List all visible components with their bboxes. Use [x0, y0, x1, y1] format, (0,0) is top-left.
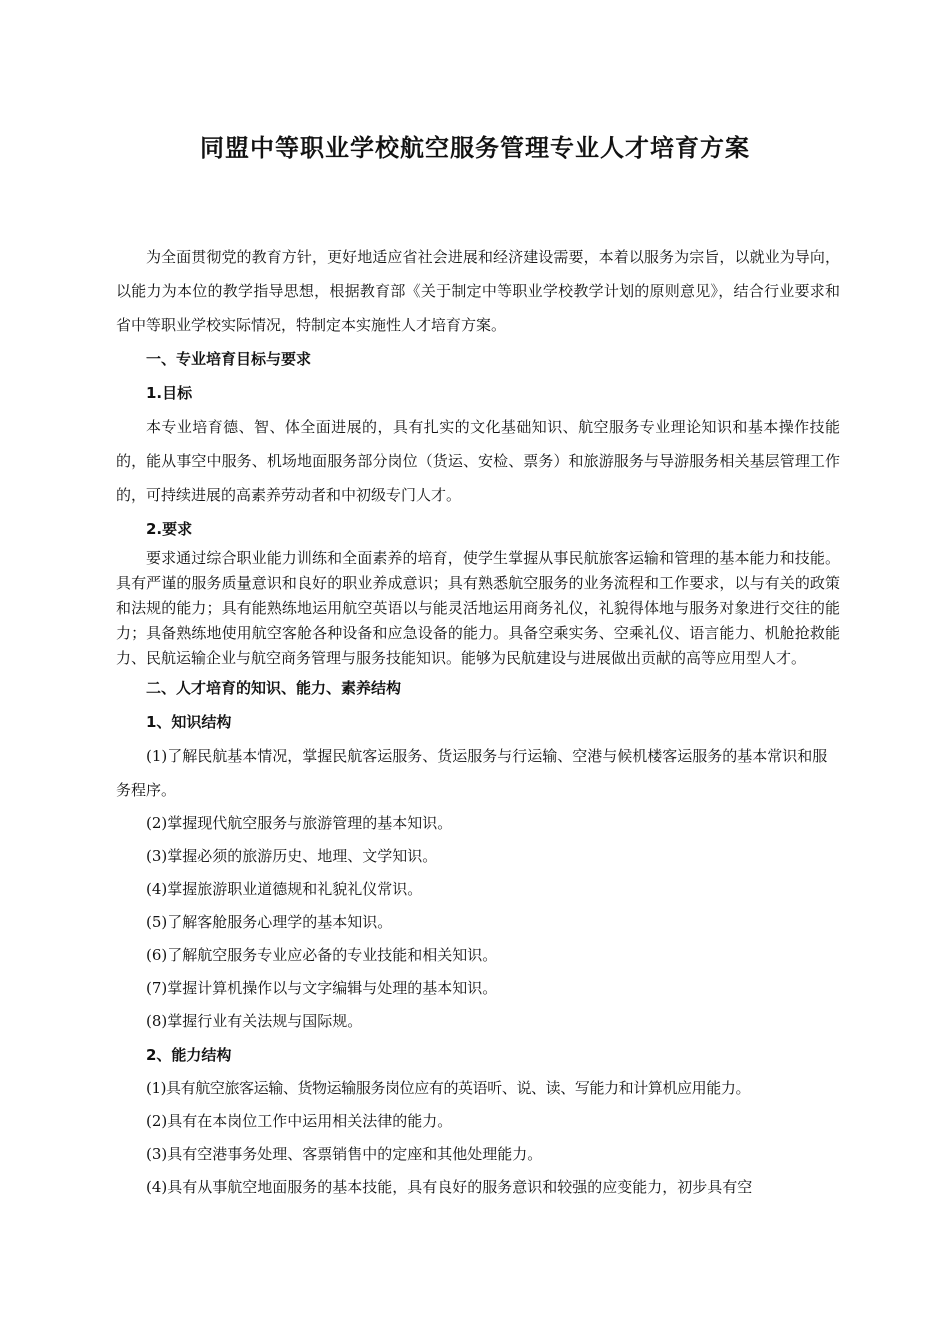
- section1-heading: 一、专业培育目标与要求: [146, 350, 312, 368]
- goal-paragraph: 本专业培育德、智、体全面进展的，具有扎实的文化基础知识、航空服务专业理论知识和基本操作技能的，能从事空中服务、机场地面服务部分岗位（货运、安检、票务）和旅游服务与导游服务相关基层管理工作的，可持续进展的高素养劳动者和中初级专门人才。: [116, 418, 840, 504]
- knowledge-item: (7)掌握计算机操作以与文字编辑与处理的基本知识。: [146, 979, 498, 997]
- knowledge-item: (1)了解民航基本情况，掌握民航客运服务、货运服务与行运输、空港与候机楼客运服务的基本常识和服务程序。: [116, 747, 828, 799]
- intro-paragraph: 为全面贯彻党的教育方针，更好地适应省社会进展和经济建设需要，本着以服务为宗旨，以就业为导向，以能力为本位的教学指导思想，根据教育部《关于制定中等职业学校教学计划的原则意见》，结合行业要求和省中等职业学校实际情况，特制定本实施性人才培育方案。: [116, 248, 840, 334]
- ability-item: (3)具有空港事务处理、客票销售中的定座和其他处理能力。: [146, 1145, 543, 1163]
- document-title: 同盟中等职业学校航空服务管理专业人才培育方案: [200, 134, 750, 162]
- ability-item: (4)具有从事航空地面服务的基本技能，具有良好的服务意识和较强的应变能力，初步具有空: [146, 1178, 753, 1196]
- knowledge-heading: 1、知识结构: [146, 713, 232, 731]
- ability-item: (2)具有在本岗位工作中运用相关法律的能力。: [146, 1112, 453, 1130]
- section2-heading: 二、人才培育的知识、能力、素养结构: [146, 679, 402, 697]
- document-body: [116, 240, 840, 1204]
- knowledge-item: (4)掌握旅游职业道德规和礼貌礼仪常识。: [146, 880, 423, 898]
- requirement-heading: 2.要求: [146, 520, 193, 538]
- requirement-paragraph: 要求通过综合职业能力训练和全面素养的培育，使学生掌握从事民航旅客运输和管理的基本能力和技能。具有严谨的服务质量意识和良好的职业养成意识；具有熟悉航空服务的业务流程和工作要求，以与有关的政策和法规的能力；具有能熟练地运用航空英语以与能灵活地运用商务礼仪，礼貌得体地与服务对象进行交往的能力；具备熟练地使用航空客舱各种设备和应急设备的能力。具备空乘实务、空乘礼仪、语言能力、机舱抢救能力、民航运输企业与航空商务管理与服务技能知识。能够为民航建设与进展做出贡献的高等应用型人才。: [116, 549, 840, 667]
- knowledge-item: (3)掌握必须的旅游历史、地理、文学知识。: [146, 847, 438, 865]
- knowledge-item: (8)掌握行业有关法规与国际规。: [146, 1012, 363, 1030]
- knowledge-item: (5)了解客舱服务心理学的基本知识。: [146, 913, 393, 931]
- knowledge-item: (6)了解航空服务专业应必备的专业技能和相关知识。: [146, 946, 498, 964]
- ability-heading: 2、能力结构: [146, 1046, 232, 1064]
- goal-heading: 1.目标: [146, 384, 193, 402]
- knowledge-item: (2)掌握现代航空服务与旅游管理的基本知识。: [146, 814, 453, 832]
- ability-item: (1)具有航空旅客运输、货物运输服务岗位应有的英语听、说、读、写能力和计算机应用能力。: [146, 1079, 751, 1097]
